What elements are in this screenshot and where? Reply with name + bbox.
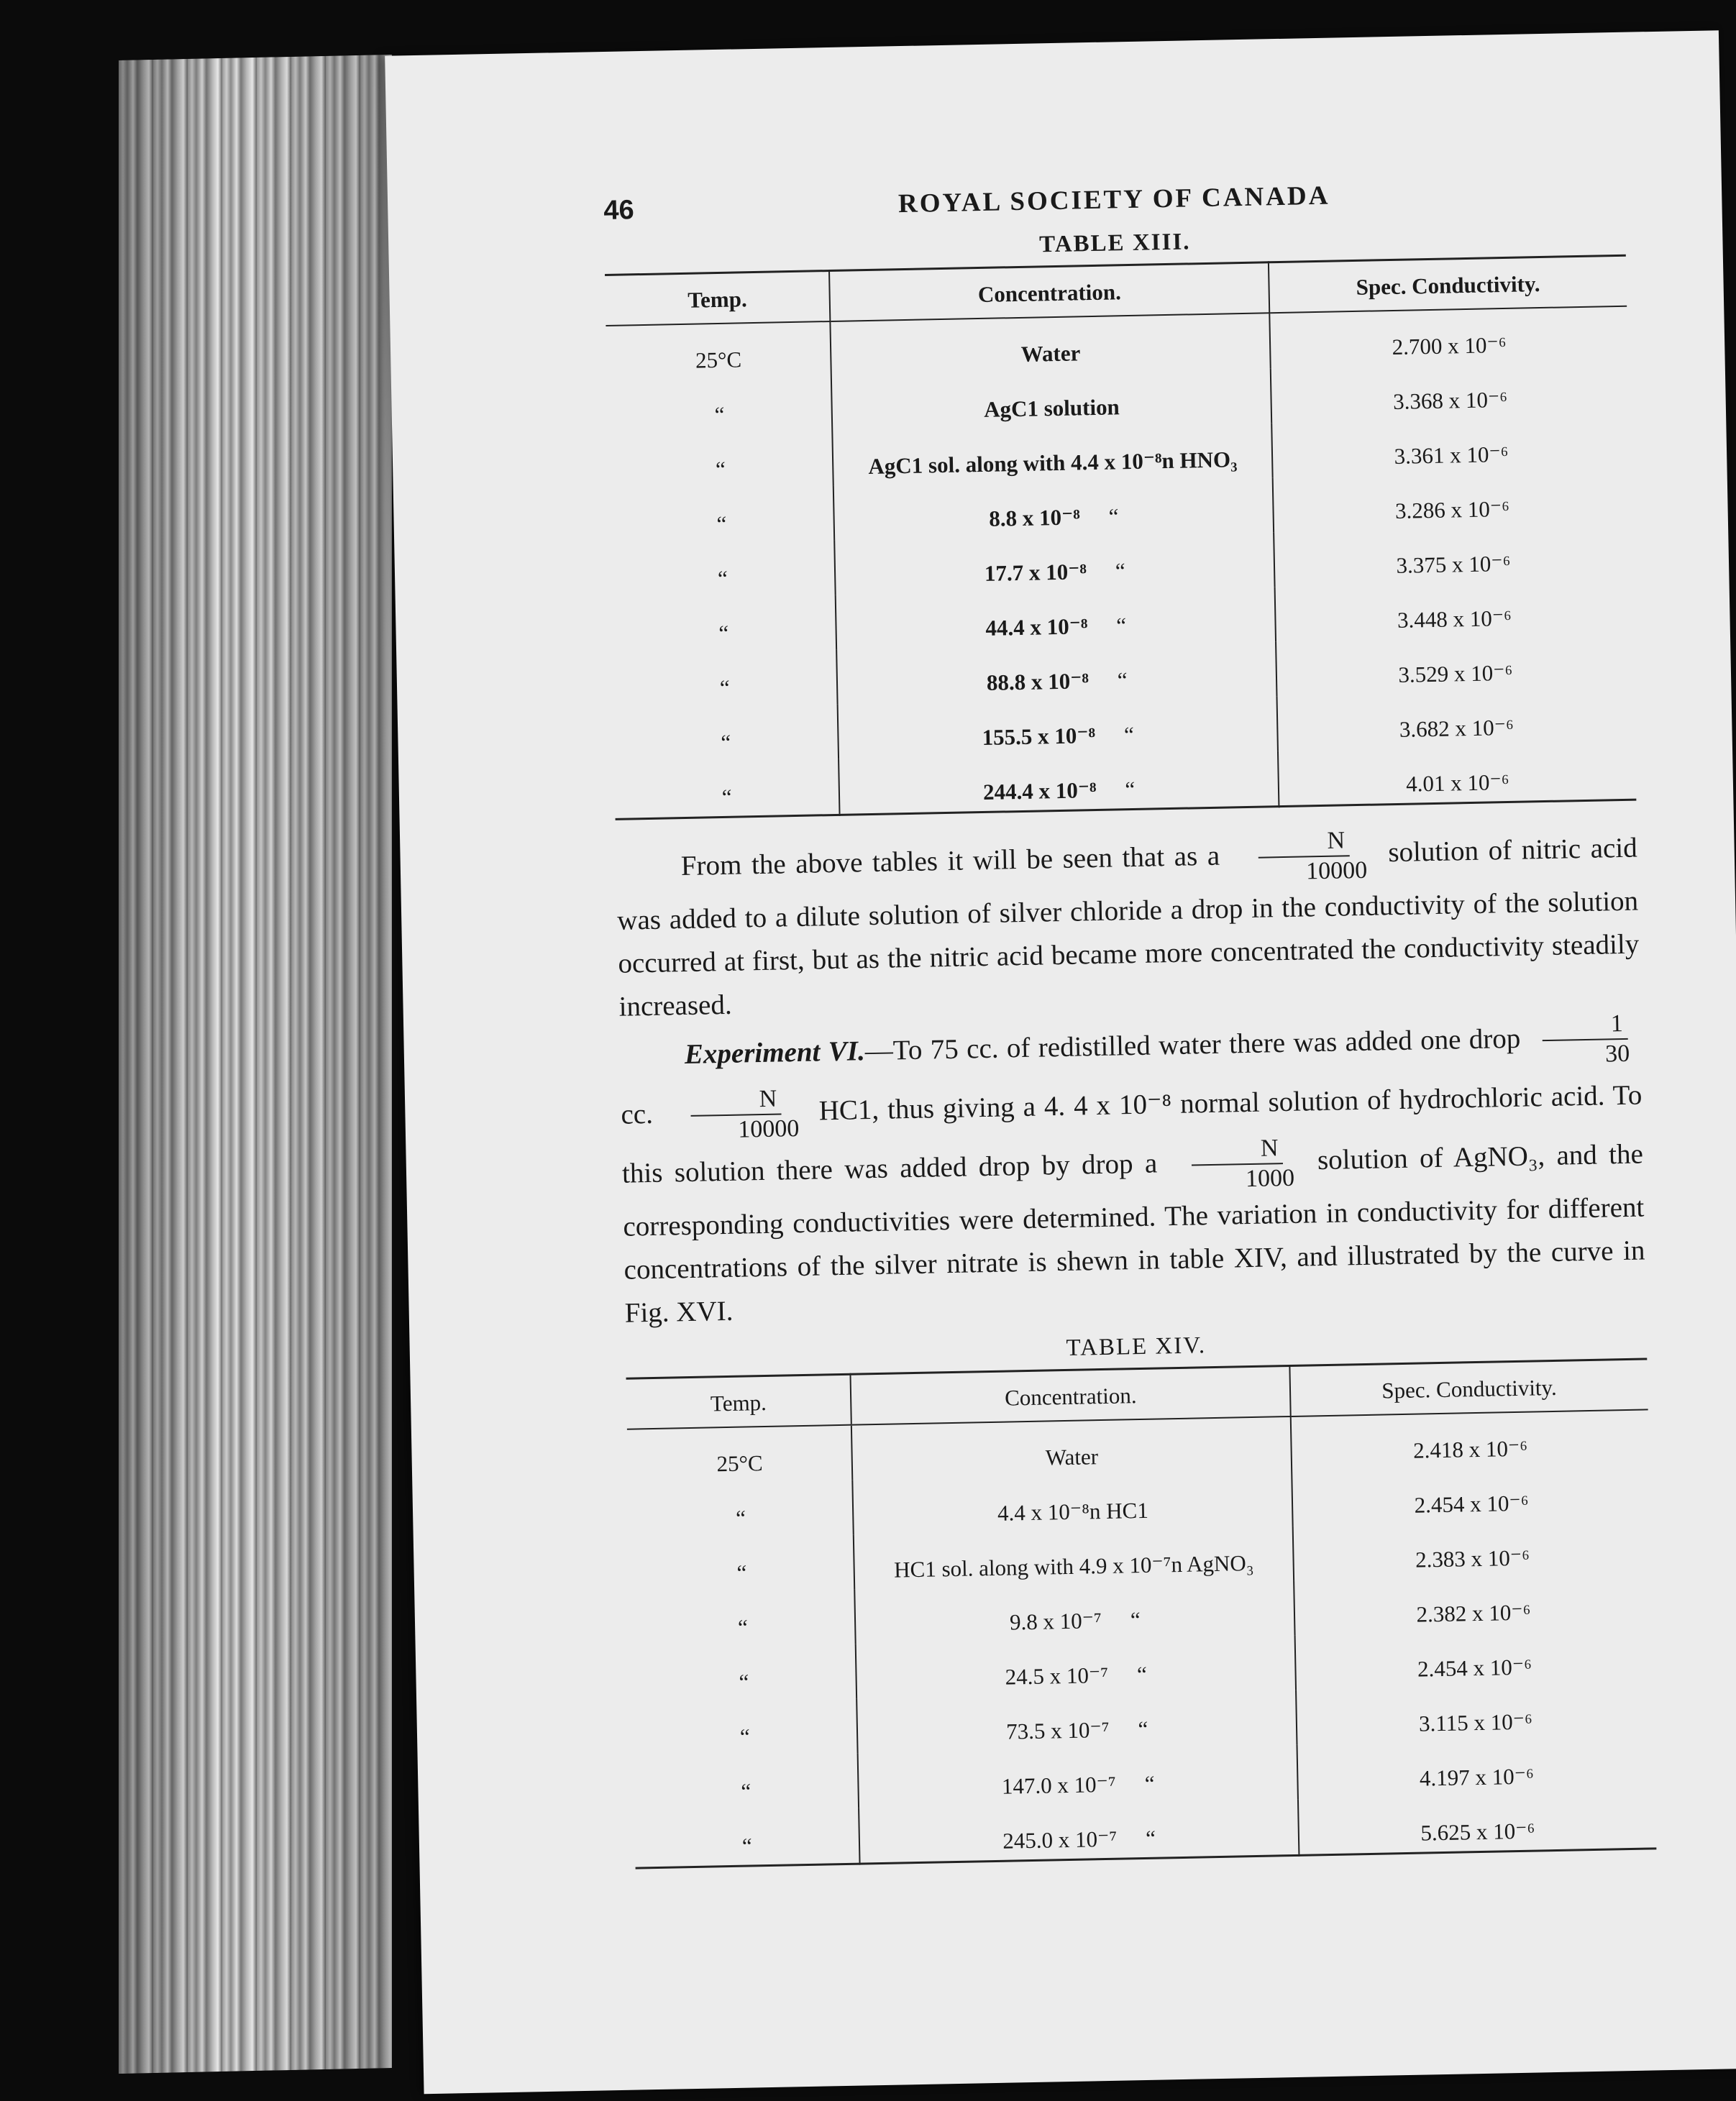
- table-13: [605, 255, 1636, 820]
- fraction-numerator: N: [690, 1084, 781, 1116]
- cell-concentration: [851, 1416, 1292, 1480]
- cell-conductivity: 2.454 x 10⁻⁶: [1417, 1654, 1532, 1682]
- cell-temp: “: [741, 1833, 752, 1859]
- ditto-mark: “: [1144, 1770, 1155, 1796]
- cell-concentration: [836, 587, 1276, 650]
- table-14-body: [627, 1409, 1656, 1868]
- cell-conductivity: 3.286 x 10⁻⁶: [1394, 495, 1510, 523]
- paragraph-2-text-b: cc.: [621, 1098, 654, 1130]
- em-dash: —: [864, 1035, 894, 1067]
- ditto-mark: “: [1115, 558, 1125, 584]
- table-13-title: TABLE XIII.: [1038, 229, 1191, 258]
- fraction-1-over-30: [1535, 1010, 1635, 1071]
- concentration-value: 24.5 x 10⁻⁷: [1005, 1662, 1109, 1690]
- concentration-value: Water: [1045, 1444, 1099, 1470]
- ditto-mark: “: [1136, 1661, 1148, 1688]
- cell-temp: “: [721, 784, 732, 810]
- concentration-value: 9.8 x 10⁻⁷: [1009, 1608, 1102, 1635]
- cell-concentration: [831, 313, 1271, 377]
- paragraph-1: [616, 821, 1640, 1029]
- cell-temp: “: [718, 620, 729, 646]
- concentration-value: 244.4 x 10⁻⁸: [982, 777, 1097, 805]
- ditto-mark: “: [1117, 667, 1128, 693]
- concentration-value: 155.5 x 10⁻⁸: [982, 723, 1096, 751]
- cell-concentration: [839, 751, 1279, 815]
- fraction-denominator: 10000: [1305, 856, 1368, 885]
- cell-concentration: [853, 1472, 1293, 1535]
- concentration-value: 44.4 x 10⁻⁸: [985, 613, 1088, 641]
- cell-concentration: [859, 1800, 1299, 1864]
- running-head: [603, 169, 1625, 232]
- table-14-title: TABLE XIV.: [1066, 1332, 1207, 1361]
- concentration-value: AgC1 solution: [983, 394, 1120, 422]
- cell-temp: “: [737, 1614, 749, 1640]
- cell-conductivity: 2.382 x 10⁻⁶: [1416, 1599, 1531, 1627]
- cell-conductivity: 5.625 x 10⁻⁶: [1420, 1818, 1535, 1846]
- book-page-edges: [119, 55, 392, 2074]
- fraction-numerator: 1: [1541, 1010, 1627, 1041]
- concentration-value: 147.0 x 10⁻⁷: [1001, 1771, 1117, 1799]
- fraction-n-over-10000: [668, 1084, 804, 1146]
- concentration-value: 88.8 x 10⁻⁸: [986, 668, 1089, 695]
- ditto-mark: “: [1108, 503, 1119, 529]
- cell-temp: “: [739, 1669, 749, 1695]
- fraction-denominator: 1000: [1245, 1164, 1295, 1193]
- concentration-value: AgC1 sol. along with 4.4 x 10⁻⁸n HNO₃: [868, 447, 1238, 480]
- paragraph-1-text-b: solution of nitric acid was added to a dilute solution of silver chloride a drop in the conductivity of the solution occurred at first, but as the nitric acid became more concentrated the conductivity steadily increased.: [616, 832, 1640, 1022]
- cell-conductivity: 3.375 x 10⁻⁶: [1396, 550, 1511, 578]
- cell-conductivity: 3.115 x 10⁻⁶: [1418, 1708, 1533, 1736]
- cell-conductivity: 3.529 x 10⁻⁶: [1398, 659, 1513, 687]
- cell-conductivity: 3.448 x 10⁻⁶: [1397, 605, 1512, 633]
- column-header-temp: Temp.: [605, 270, 831, 325]
- cell-temp: “: [717, 565, 728, 592]
- ditto-mark: “: [1125, 776, 1136, 802]
- concentration-value: 8.8 x 10⁻⁸: [988, 504, 1081, 531]
- page-content: [603, 169, 1657, 1869]
- cell-conductivity: 3.368 x 10⁻⁶: [1392, 386, 1508, 414]
- cell-temp: “: [721, 729, 731, 756]
- fraction-numerator: N: [1192, 1134, 1283, 1166]
- column-header-conductivity: Spec. Conductivity.: [1289, 1359, 1648, 1416]
- cell-concentration: [833, 477, 1274, 541]
- table-13-body: [606, 306, 1636, 820]
- paragraph-2: [619, 1010, 1646, 1335]
- ditto-mark: “: [1130, 1607, 1141, 1633]
- cell-concentration: [855, 1581, 1295, 1644]
- column-header-concentration: Concentration.: [829, 262, 1269, 321]
- page-number: 46: [603, 195, 635, 226]
- concentration-value: 17.7 x 10⁻⁸: [984, 559, 1087, 586]
- cell-concentration: [854, 1526, 1294, 1590]
- cell-temp: “: [715, 456, 726, 482]
- paragraph-1-text-a: From the above tables it will be seen that as a: [680, 840, 1220, 882]
- cell-temp: 25°C: [716, 1450, 763, 1477]
- concentration-value: 73.5 x 10⁻⁷: [1005, 1716, 1110, 1744]
- cell-conductivity: 2.383 x 10⁻⁶: [1415, 1544, 1530, 1573]
- body-text: [616, 821, 1646, 1335]
- cell-temp: “: [739, 1724, 751, 1749]
- experiment-heading: Experiment VI.: [684, 1035, 866, 1071]
- concentration-value: 4.4 x 10⁻⁸n HC1: [997, 1497, 1149, 1526]
- cell-temp: “: [719, 674, 731, 701]
- cell-temp: “: [735, 1505, 746, 1531]
- concentration-value: HC1 sol. along with 4.9 x 10⁻⁷n AgNO₃: [893, 1550, 1254, 1583]
- cell-conductivity: 4.197 x 10⁻⁶: [1419, 1763, 1535, 1791]
- fraction-denominator: 30: [1604, 1040, 1630, 1068]
- cell-concentration: [831, 368, 1271, 431]
- paragraph-2-text-a: To 75 cc. of redistilled water there was added one drop: [892, 1022, 1521, 1066]
- column-header-conductivity: Spec. Conductivity.: [1269, 255, 1627, 313]
- column-header-temp: Temp.: [626, 1374, 852, 1429]
- cell-concentration: [857, 1690, 1297, 1754]
- cell-temp: “: [714, 401, 725, 428]
- ditto-mark: “: [1145, 1825, 1156, 1851]
- cell-concentration: [838, 696, 1278, 759]
- paragraph-2-text-d: solution of AgNO₃, and the corresponding conductivities were determined. The variation in conductivity for different concentrations of the silver nitrate is shewn in table XIV, and illustrated by the curve in Fig. XVI.: [623, 1138, 1645, 1329]
- fraction-denominator: 10000: [737, 1115, 800, 1143]
- cell-conductivity: 2.454 x 10⁻⁶: [1414, 1490, 1529, 1518]
- cell-concentration: [833, 423, 1273, 486]
- fraction-n-over-10000: [1236, 826, 1372, 888]
- cell-conductivity: 3.682 x 10⁻⁶: [1399, 714, 1515, 742]
- cell-conductivity: 4.01 x 10⁻⁶: [1405, 769, 1509, 797]
- ditto-mark: “: [1115, 613, 1127, 638]
- cell-concentration: [837, 641, 1277, 705]
- fraction-numerator: N: [1258, 826, 1349, 858]
- cell-concentration: [858, 1745, 1298, 1808]
- concentration-value: Water: [1020, 340, 1081, 367]
- journal-title: ROYAL SOCIETY OF CANADA: [897, 180, 1330, 219]
- cell-temp: “: [736, 1560, 747, 1585]
- table-14: [626, 1358, 1657, 1869]
- cell-conductivity: 2.418 x 10⁻⁶: [1412, 1435, 1528, 1463]
- document-page: [385, 30, 1736, 2094]
- cell-concentration: [835, 532, 1275, 595]
- cell-conductivity: 3.361 x 10⁻⁶: [1394, 441, 1509, 469]
- cell-concentration: [856, 1636, 1296, 1699]
- ditto-mark: “: [1123, 721, 1135, 748]
- cell-conductivity: 2.700 x 10⁻⁶: [1392, 331, 1507, 360]
- ditto-mark: “: [1138, 1716, 1148, 1742]
- column-header-concentration: Concentration.: [851, 1365, 1291, 1424]
- concentration-value: 245.0 x 10⁻⁷: [1002, 1826, 1118, 1854]
- fraction-n-over-1000: [1176, 1134, 1299, 1195]
- paragraph-2-text-c: HC1, thus giving a 4. 4 x 10⁻⁸ normal solution of hydrochloric acid. To this solution there was added drop by drop a: [621, 1079, 1643, 1189]
- cell-temp: 25°C: [695, 347, 742, 373]
- cell-temp: “: [741, 1778, 751, 1804]
- cell-temp: “: [716, 511, 727, 537]
